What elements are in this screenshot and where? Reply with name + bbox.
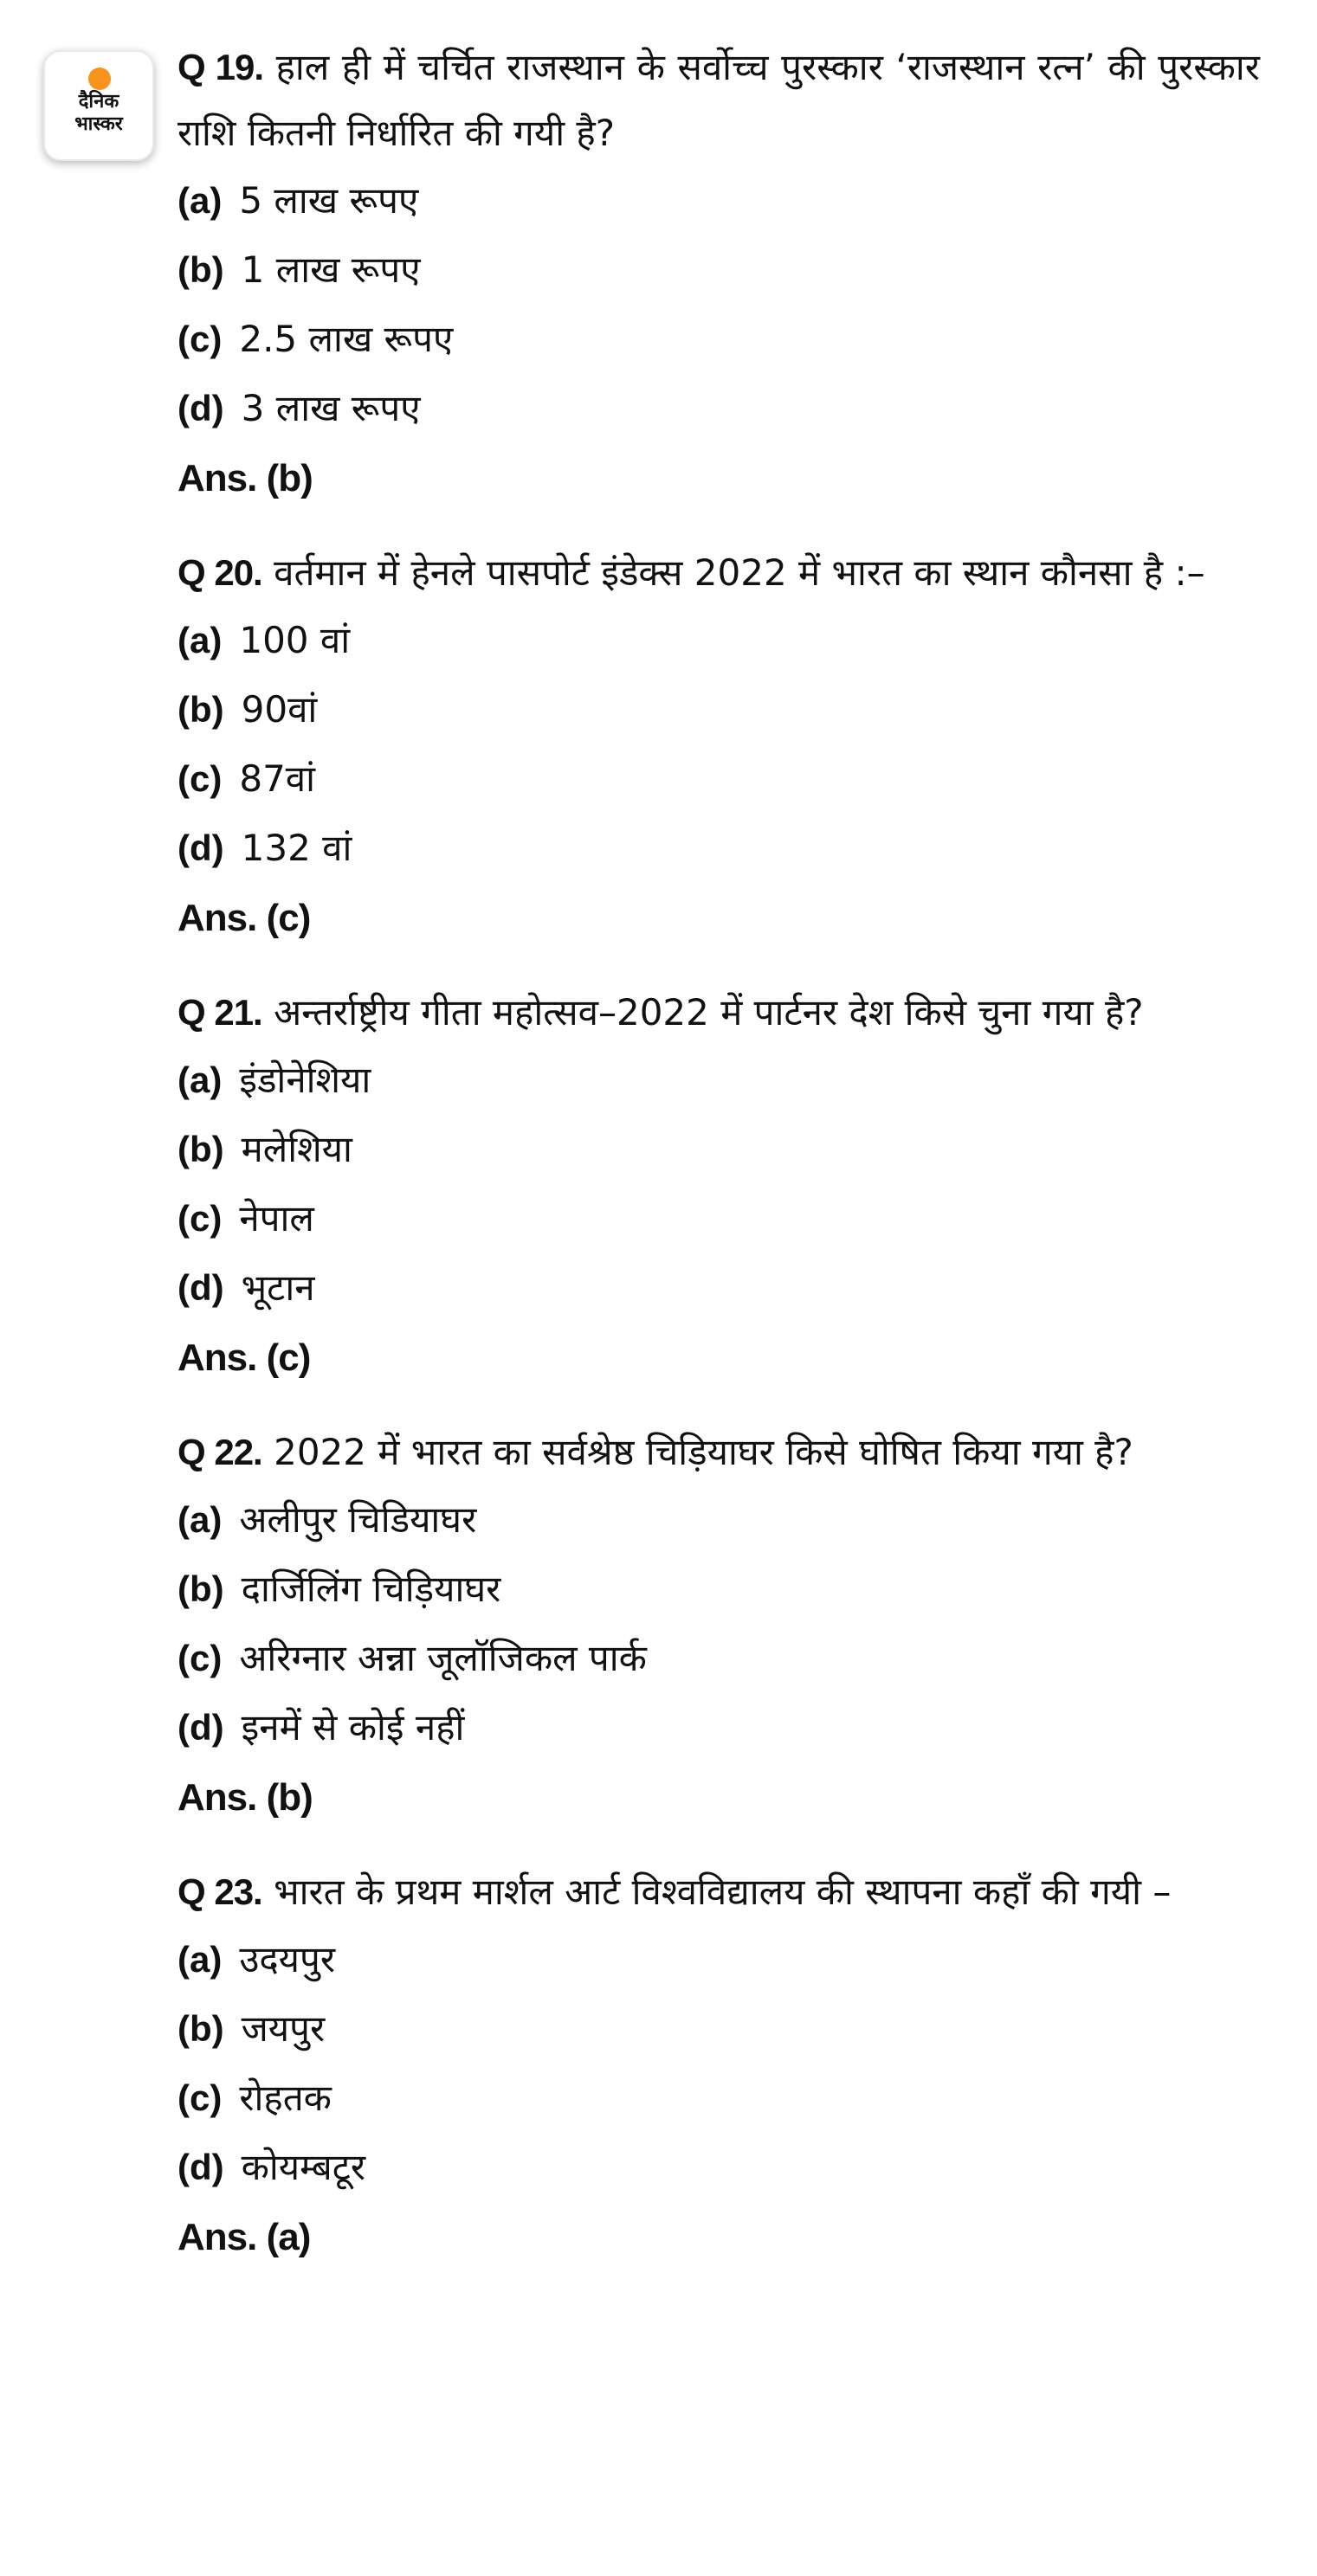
question-19 [178,35,1260,514]
option-d [178,374,1260,443]
quiz-content [178,35,1260,2299]
option-key: (a) [178,1939,223,1980]
option-b [178,1994,1260,2064]
option-b [178,1555,1260,1624]
option-c [178,2064,1260,2133]
option-a [178,606,1260,675]
option-c [178,305,1260,374]
option-key: (c) [178,1198,223,1239]
option-key: (b) [178,1129,224,1169]
option-key: (a) [178,1499,223,1540]
option-key: (d) [178,1267,224,1308]
option-text: इंडोनेशिया [239,1059,371,1101]
option-key: (c) [178,1638,223,1678]
question-body: हाल ही में चर्चित राजस्थान के सर्वोच्च पुरस्कार ‘राजस्थान रत्न’ की पुरस्कार राशि कितनी निर्धारित की गयी है? [178,46,1260,154]
option-text: जयपुर [241,2007,326,2050]
option-text: कोयम्बटूर [241,2146,366,2188]
option-d [178,1253,1260,1323]
question-text [178,1420,1260,1485]
option-key: (b) [178,689,224,730]
option-text: दार्जिलिंग चिड़ियाघर [241,1568,501,1610]
answer: Ans. (b) [178,457,313,499]
option-key: (a) [178,620,223,660]
question-body: अन्तर्राष्ट्रीय गीता महोत्सव–2022 में पार्टनर देश किसे चुना गया है? [274,991,1144,1034]
question-text [178,35,1260,166]
option-d [178,2133,1260,2202]
option-a [178,1485,1260,1555]
option-key: (d) [178,1707,224,1748]
question-body: भारत के प्रथम मार्शल आर्ट विश्वविद्यालय की स्थापना कहाँ की गयी – [274,1871,1172,1913]
sun-dot-icon [88,68,111,90]
option-c [178,744,1260,814]
option-text: नेपाल [239,1197,314,1240]
option-text: 132 वां [241,827,352,869]
question-body: वर्तमान में हेनले पासपोर्ट इंडेक्स 2022 में भारत का स्थान कौनसा है :– [274,551,1205,594]
question-number: Q 20. [178,552,262,593]
option-a [178,1925,1260,1994]
option-text: उदयपुर [239,1938,336,1980]
option-text: 1 लाख रूपए [241,248,421,291]
question-number: Q 23. [178,1871,262,1912]
option-b [178,675,1260,744]
question-23 [178,1859,1260,2273]
option-text: भूटान [241,1266,315,1309]
option-text: रोहतक [239,2077,332,2119]
option-key: (d) [178,2147,224,2187]
answer: Ans. (c) [178,897,311,939]
option-text: 2.5 लाख रूपए [239,318,454,360]
option-text: मलेशिया [241,1128,352,1170]
option-key: (c) [178,319,223,359]
option-key: (b) [178,1568,224,1609]
logo-text-line2: भास्कर [74,113,123,135]
option-c [178,1624,1260,1693]
logo-text-line1: दैनिक [78,91,119,113]
question-20 [178,540,1260,954]
option-key: (c) [178,758,223,799]
option-key: (b) [178,249,224,290]
option-text: अलीपुर चिडियाघर [239,1498,477,1541]
option-text: 90वां [241,688,318,731]
option-b [178,235,1260,305]
question-21 [178,980,1260,1394]
question-number: Q 19. [178,47,263,87]
option-text: 5 लाख रूपए [239,179,419,222]
option-b [178,1115,1260,1184]
option-d [178,814,1260,883]
answer: Ans. (a) [178,2216,311,2258]
option-key: (b) [178,2008,224,2049]
question-text [178,540,1260,606]
question-number: Q 22. [178,1432,262,1472]
option-key: (d) [178,388,224,428]
option-text: अरिग्नार अन्ना जूलॉजिकल पार्क [239,1637,647,1679]
option-key: (c) [178,2077,223,2118]
option-d [178,1693,1260,1762]
answer: Ans. (c) [178,1336,311,1379]
option-text: 100 वां [239,619,351,661]
option-key: (d) [178,828,224,868]
question-body: 2022 में भारत का सर्वश्रेष्ठ चिड़ियाघर किसे घोषित किया गया है? [274,1431,1133,1473]
question-text [178,980,1260,1046]
option-text: इनमें से कोई नहीं [241,1706,465,1748]
question-22 [178,1420,1260,1833]
option-key: (a) [178,180,223,221]
option-a [178,1046,1260,1115]
option-a [178,166,1260,235]
option-key: (a) [178,1059,223,1100]
option-text: 87वां [239,757,316,800]
answer: Ans. (b) [178,1776,313,1819]
option-c [178,1184,1260,1253]
question-number: Q 21. [178,992,262,1033]
dainik-bhaskar-logo [43,50,154,161]
question-text [178,1859,1260,1925]
option-text: 3 लाख रूपए [241,387,421,429]
